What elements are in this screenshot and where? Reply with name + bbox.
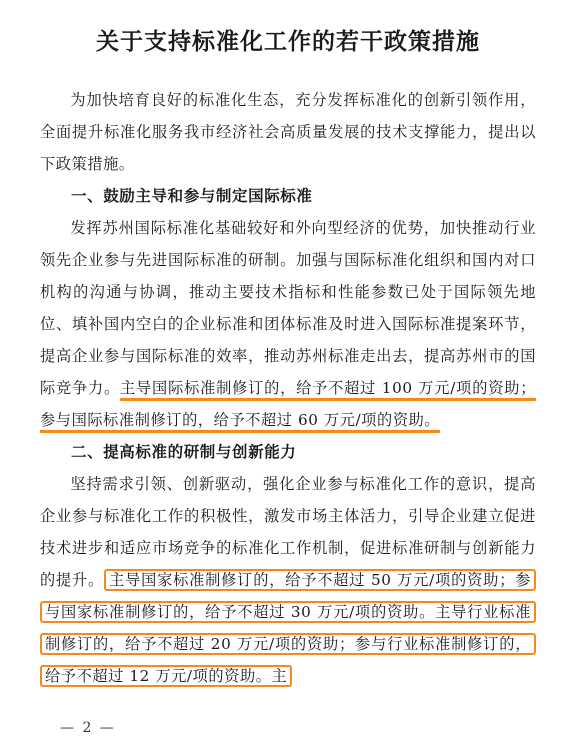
section-1-highlight-international-lead: 主导国际标准制修订的，给予不超过 100 万元/项的资助； [120,379,536,401]
page-number: — 2 — [60,720,116,736]
section-2-body: 坚持需求引领、创新驱动，强化企业参与标准化工作的意识，提高企业参与标准化工作的积极性，激发市场主体活力，引导企业建立促进技术进步和适应市场竞争的标准化工作机制，促进标准研制与创新能力的提升。 [40,475,536,589]
section-2-highlight-national-industry: 主导国家标准制修订的，给予不超过 50 万元/项的资助；参与国家标准制修订的，给予不超过 30 万元/项的资助。主导行业标准制修订的，给予不超过 20 万元/项的资助；参与行业标准制修订的，给予不超过 12 万元/项的资助。主 [40,569,536,687]
section-1-highlight-international-participate: 参与国际标准制修订的，给予不超过 60 万元/项的资助。 [40,411,440,433]
section-1-paragraph [40,212,536,436]
section-1-heading: 一、鼓励主导和参与制定国际标准 [71,187,313,205]
section-2-paragraph [40,468,536,692]
section-2-heading: 二、提高标准的研制与创新能力 [71,443,297,461]
section-1-body: 发挥苏州国际标准化基础较好和外向型经济的优势，加快推动行业领先企业参与先进国际标准的研制。加强与国际标准化组织和国内对口机构的沟通与协调，推动主要技术指标和性能参数已处于国际领先地位、填补国内空白的企业标准和团体标准及时进入国际标准提案环节，提高企业参与国际标准的效率，推动苏州标准走出去，提高苏州市的国际竞争力。 [40,219,536,397]
intro-paragraph: 为加快培育良好的标准化生态，充分发挥标准化的创新引领作用，全面提升标准化服务我市经济社会高质量发展的技术支撑能力，提出以下政策措施。 [40,91,536,173]
document-title: 关于支持标准化工作的若干政策措施 [96,28,480,55]
